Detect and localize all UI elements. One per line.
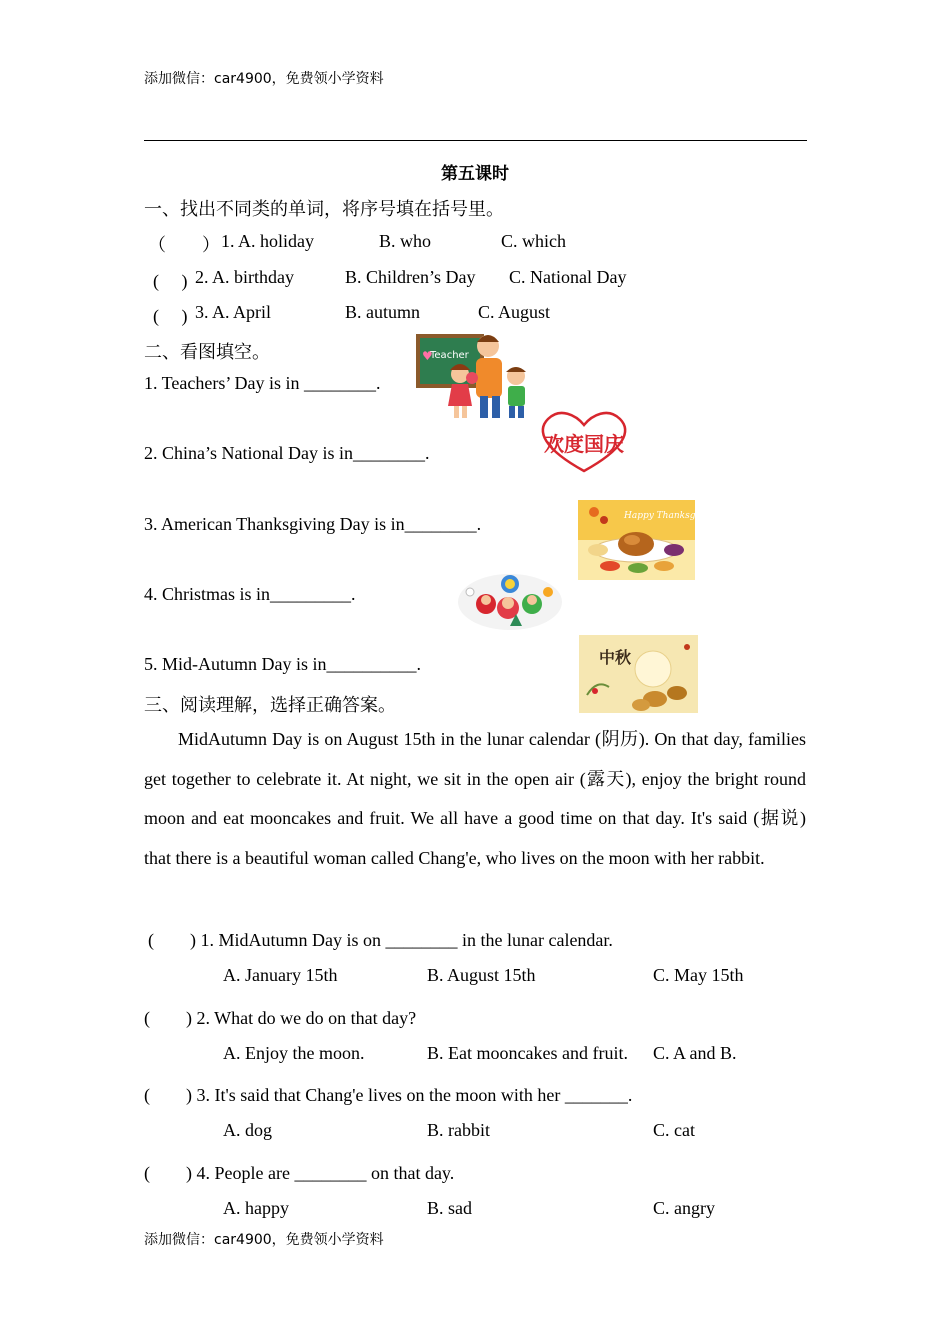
national-day-text: 欢度国庆: [544, 432, 624, 456]
s1-q3-paren: ( ): [153, 306, 188, 326]
s3-q1-option-c: C. May 15th: [653, 965, 744, 985]
s1-q1-stem: 1. A. holiday: [221, 231, 314, 251]
thanksgiving-text: Happy Thanksgiving: [624, 511, 718, 521]
s1-q3-option-c: C. August: [478, 302, 551, 322]
s1-q1-paren: （ ）: [148, 235, 220, 255]
s3-q3-option-a: A. dog: [223, 1120, 272, 1140]
teachers-day-picture: [416, 330, 532, 422]
teacher-board-text: Teacher: [430, 350, 469, 361]
s2-item-4: 4. Christmas is in_________.: [144, 584, 356, 604]
s2-item-2: 2. China’s National Day is in________.: [144, 443, 430, 463]
header-note: 添加微信：car4900，免费领小学资料: [144, 71, 384, 87]
s3-q3-option-c: C. cat: [653, 1120, 695, 1140]
s3-q1-option-a: A. January 15th: [223, 965, 338, 985]
section3-heading: 三、阅读理解，选择正确答案。: [144, 695, 396, 716]
footer-note: 添加微信：car4900，免费领小学资料: [144, 1232, 384, 1248]
mid-autumn-picture: [579, 635, 698, 713]
s1-q1-option-b: B. who: [379, 231, 432, 251]
s1-q1-option-c: C. which: [501, 231, 566, 251]
national-day-picture: [534, 409, 634, 475]
s1-q2-option-c: C. National Day: [509, 267, 627, 287]
s3-q4-option-c: C. angry: [653, 1198, 715, 1218]
s3-q1: ( ) 1. MidAutumn Day is on ________ in the lunar calendar.: [148, 930, 613, 950]
christmas-picture: [456, 570, 564, 632]
s3-q4: ( ) 4. People are ________ on that day.: [144, 1163, 455, 1183]
s3-q4-option-b: B. sad: [427, 1198, 472, 1218]
s2-item-5: 5. Mid-Autumn Day is in__________.: [144, 654, 421, 674]
s3-q2-option-a: A. Enjoy the moon.: [223, 1043, 365, 1063]
s3-q3: ( ) 3. It's said that Chang'e lives on the moon with her _______.: [144, 1085, 633, 1105]
page-title: 第五课时: [441, 164, 509, 184]
section2-heading: 二、看图填空。: [144, 342, 270, 363]
s3-q1-option-b: B. August 15th: [427, 965, 536, 985]
s1-q3-stem: 3. A. April: [195, 302, 272, 322]
svg-text:♥: ♥: [422, 349, 433, 363]
thanksgiving-picture: [578, 500, 718, 580]
s3-q4-option-a: A. happy: [223, 1198, 289, 1218]
header-rule: [144, 140, 807, 141]
s3-q2-option-b: B. Eat mooncakes and fruit.: [427, 1043, 628, 1063]
mid-autumn-text: 中秋: [599, 648, 632, 667]
reading-passage: MidAutumn Day is on August 15th in the lunar calendar (阴历). On that day, families get together to celebrate it. At night, we sit in the open air (露天), enjoy the bright round moon and eat mooncakes and fruit. We all have a good time on that day. It's said (据说) that there is a beautiful woman called Chang'e, who lives on the moon with her rabbit.: [144, 729, 806, 868]
s2-item-3: 3. American Thanksgiving Day is in________.: [144, 514, 482, 534]
s1-q2-option-b: B. Children’s Day: [345, 267, 476, 287]
section1-heading: 一、找出不同类的单词，将序号填在括号里。: [144, 199, 504, 220]
s3-q3-option-b: B. rabbit: [427, 1120, 490, 1140]
s1-q2-paren: ( ): [153, 271, 188, 291]
s3-q2-option-c: C. A and B.: [653, 1043, 737, 1063]
s1-q3-option-b: B. autumn: [345, 302, 420, 322]
s2-item-1: 1. Teachers’ Day is in ________.: [144, 373, 381, 393]
s3-q2: ( ) 2. What do we do on that day?: [144, 1008, 417, 1028]
s1-q2-stem: 2. A. birthday: [195, 267, 294, 287]
